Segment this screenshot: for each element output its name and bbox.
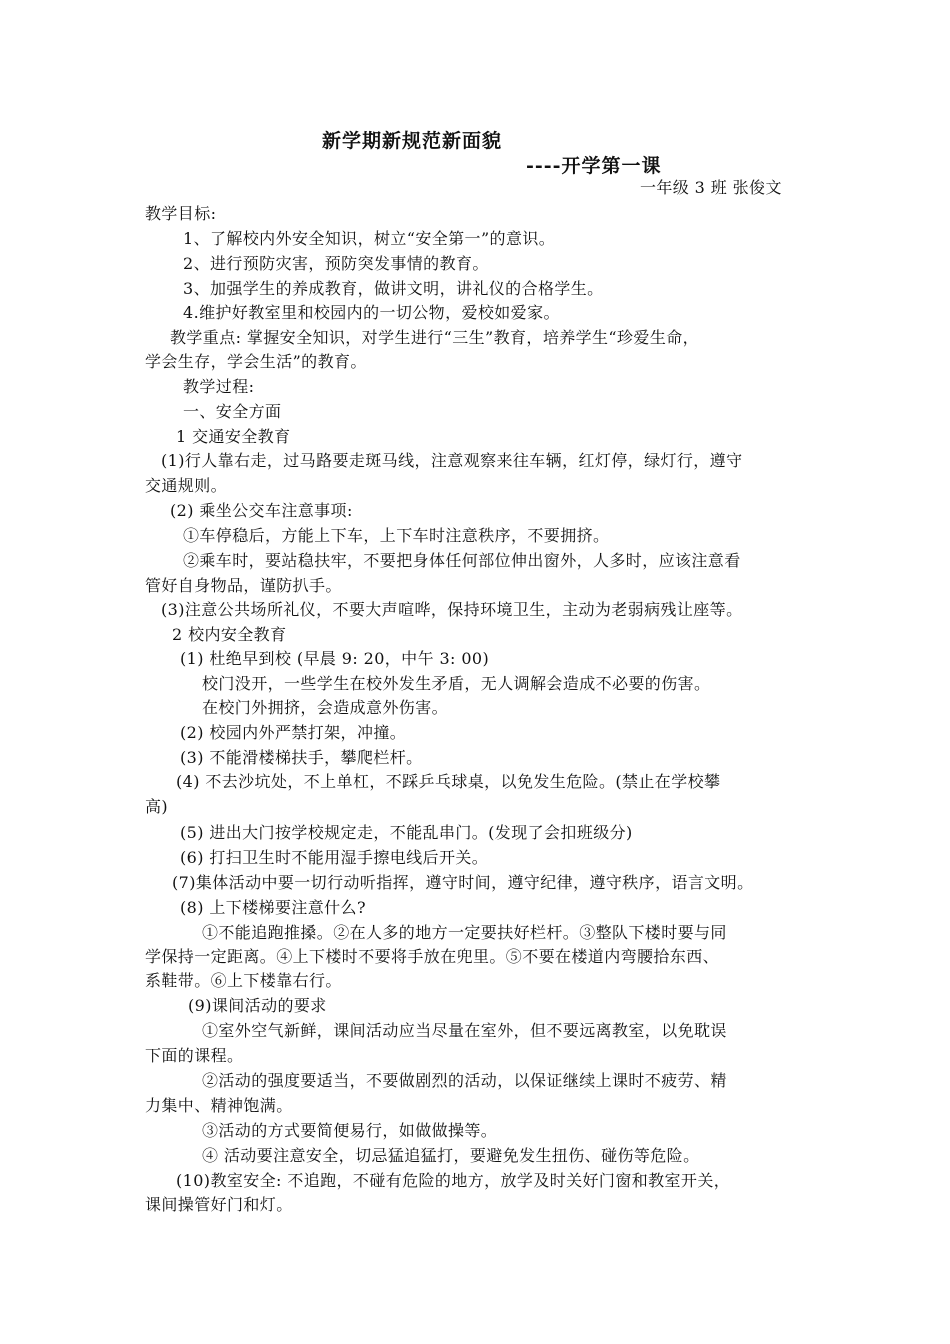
text-line: 一、安全方面	[183, 402, 282, 421]
text-line: 下面的课程。	[145, 1046, 244, 1065]
document-title: 新学期新规范新面貌	[322, 130, 503, 152]
text-line: (2) 乘坐公交车注意事项:	[170, 501, 353, 520]
text-line: 教学重点: 掌握安全知识，对学生进行“三生”教育，培养学生“珍爱生命，	[170, 328, 700, 347]
text-line: (2) 校园内外严禁打架，冲撞。	[180, 723, 407, 742]
text-line: 4.维护好教室里和校园内的一切公物，爱校如爱家。	[183, 303, 560, 322]
text-line: (8) 上下楼梯要注意什么?	[180, 898, 366, 917]
text-line: 力集中、精神饱满。	[145, 1096, 293, 1115]
text-line: 2 校内安全教育	[172, 625, 287, 644]
text-line: (6) 打扫卫生时不能用湿手擦电线后开关。	[180, 848, 489, 867]
text-line: (7)集体活动中要一切行动听指挥，遵守时间，遵守纪律，遵守秩序，语言文明。	[172, 873, 754, 892]
text-line: (3) 不能滑楼梯扶手，攀爬栏杆。	[180, 748, 423, 767]
text-line: 2、进行预防灾害，预防突发事情的教育。	[183, 254, 489, 273]
text-line: (4) 不去沙坑处，不上单杠，不踩乒乓球桌，以免发生危险。(禁止在学校攀	[176, 772, 721, 791]
author-line: 一年级 3 班 张俊文	[640, 178, 782, 197]
text-line: 课间操管好门和灯。	[145, 1195, 293, 1214]
text-line: 3、加强学生的养成教育，做讲文明，讲礼仪的合格学生。	[183, 279, 604, 298]
text-line: (1)行人靠右走，过马路要走斑马线，注意观察来往车辆，红灯停，绿灯行，遵守	[161, 451, 743, 470]
text-line: 交通规则。	[145, 476, 228, 495]
text-line: 1、了解校内外安全知识，树立“安全第一”的意识。	[183, 229, 556, 248]
text-line: (9)课间活动的要求	[188, 996, 327, 1015]
text-line: ①室外空气新鲜，课间活动应当尽量在室外，但不要远离教室，以免耽误	[202, 1021, 727, 1040]
text-line: 学会生存，学会生活”的教育。	[145, 352, 367, 371]
document-subtitle: ----开学第一课	[526, 155, 662, 177]
text-line: 教学过程:	[183, 377, 255, 396]
text-line: 教学目标:	[145, 204, 217, 223]
text-line: 在校门外拥挤，会造成意外伤害。	[202, 698, 449, 717]
text-line: ②活动的强度要适当，不要做剧烈的活动，以保证继续上课时不疲劳、精	[202, 1071, 727, 1090]
text-line: (1) 杜绝早到校 (早晨 9: 20，中午 3: 00)	[180, 649, 490, 668]
text-line: 校门没开，一些学生在校外发生矛盾，无人调解会造成不必要的伤害。	[202, 674, 711, 693]
text-line: ①不能追跑推搡。②在人多的地方一定要扶好栏杆。③整队下楼时要与同	[202, 923, 727, 942]
text-line: ③活动的方式要简便易行，如做做操等。	[202, 1121, 498, 1140]
text-line: 高)	[145, 797, 169, 816]
text-line: 系鞋带。⑥上下楼靠右行。	[145, 971, 342, 990]
text-line: (3)注意公共场所礼仪，不要大声喧哗，保持环境卫生，主动为老弱病残让座等。	[161, 600, 743, 619]
text-line: 管好自身物品，谨防扒手。	[145, 576, 342, 595]
text-line: ②乘车时，要站稳扶牢，不要把身体任何部位伸出窗外，人多时，应该注意看	[183, 551, 741, 570]
text-line: (10)教室安全: 不追跑，不碰有危险的地方，放学及时关好门窗和教室开关，	[176, 1171, 731, 1190]
text-line: (5) 进出大门按学校规定走，不能乱串门。(发现了会扣班级分)	[180, 823, 633, 842]
text-line: 1 交通安全教育	[176, 427, 291, 446]
text-line: 学保持一定距离。④上下楼时不要将手放在兜里。⑤不要在楼道内弯腰拾东西、	[145, 947, 720, 966]
text-line: ④ 活动要注意安全，切忌猛追猛打，要避免发生扭伤、碰伤等危险。	[202, 1146, 700, 1165]
text-line: ①车停稳后，方能上下车，上下车时注意秩序，不要拥挤。	[183, 526, 610, 545]
